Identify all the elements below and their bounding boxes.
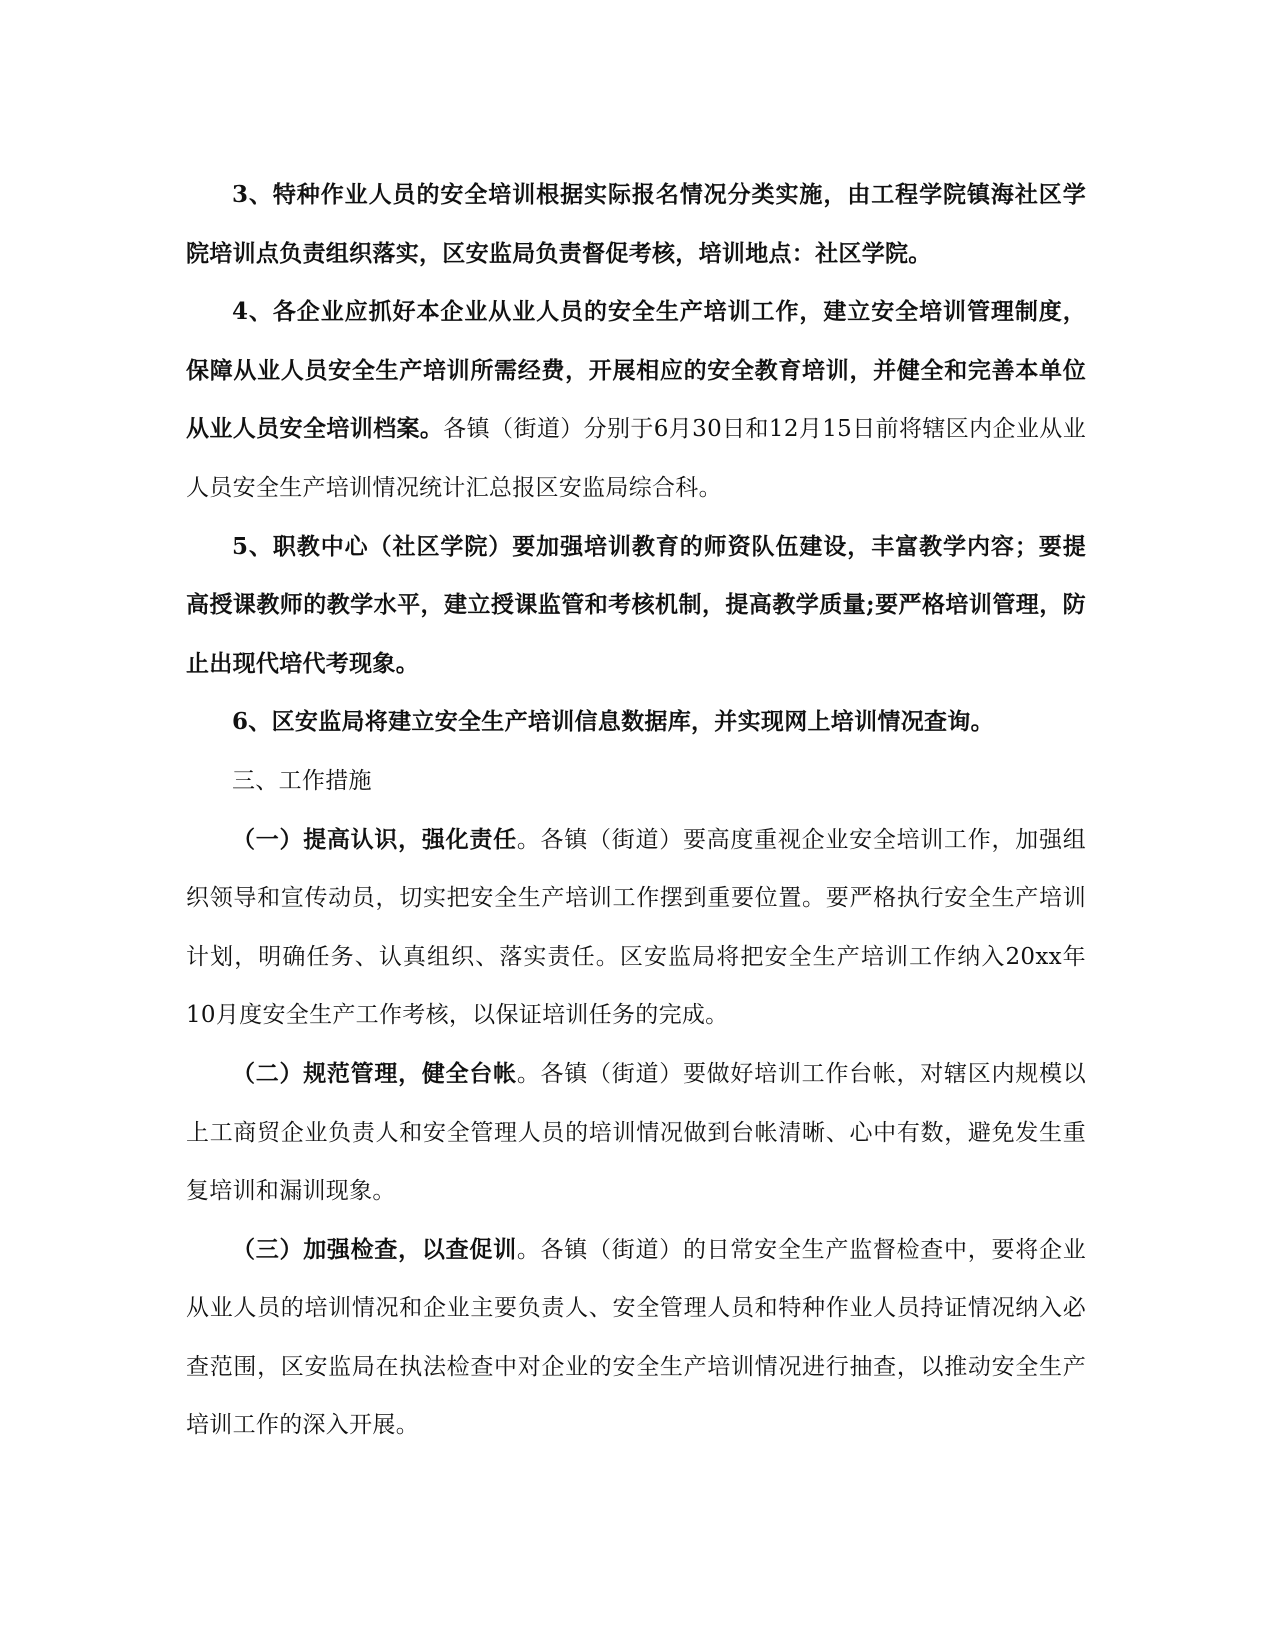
measure-3-title: （三）加强检查，以查促训	[232, 1235, 517, 1263]
item-4-bold-text: 4、各企业应抓好本企业从业人员的安全生产培训工作，建立安全培训管理制度，保障从业人员安全生产培训所需经费，开展相应的安全教育培训，并健全和完善本单位从业人员安全培训档案。	[186, 298, 1086, 443]
measure-3-paragraph	[186, 1221, 1086, 1455]
measure-2-body: 。各镇（街道）要做好培训工作台帐，对辖区内规模以上工商贸企业负责人和安全管理人员的培训情况做到台帐清晰、心中有数，避免发生重复培训和漏训现象。	[186, 1060, 1086, 1205]
item-4-paragraph	[186, 283, 1086, 517]
measure-1-paragraph	[186, 811, 1086, 1045]
measure-1-title: （一）提高认识，强化责任	[232, 825, 517, 853]
item-5-paragraph: 5、职教中心（社区学院）要加强培训教育的师资队伍建设，丰富教学内容；要提高授课教师的教学水平，建立授课监管和考核机制，提高教学质量;要严格培训管理，防止出现代培代考现象。	[186, 532, 1086, 677]
document-page	[186, 166, 1086, 1455]
measure-2-paragraph	[186, 1045, 1086, 1221]
measure-2-title: （二）规范管理，健全台帐	[232, 1059, 517, 1087]
item-3-paragraph: 3、特种作业人员的安全培训根据实际报名情况分类实施，由工程学院镇海社区学院培训点负责组织落实，区安监局负责督促考核，培训地点：社区学院。	[186, 181, 1086, 267]
section-heading-work-measures: 三、工作措施	[232, 767, 372, 794]
item-4-regular-text: 各镇（街道）分别于6月30日和12月15日前将辖区内企业从业人员安全生产培训情况统计汇总报区安监局综合科。	[186, 416, 1086, 501]
item-6-paragraph: 6、区安监局将建立安全生产培训信息数据库，并实现网上培训情况查询。	[232, 708, 994, 736]
measure-3-body: 。各镇（街道）的日常安全生产监督检查中，要将企业从业人员的培训情况和企业主要负责人、安全管理人员和特种作业人员持证情况纳入必查范围，区安监局在执法检查中对企业的安全生产培训情况进行抽查，以推动安全生产培训工作的深入开展。	[186, 1236, 1086, 1439]
measure-1-body: 。各镇（街道）要高度重视企业安全培训工作，加强组织领导和宣传动员，切实把安全生产培训工作摆到重要位置。要严格执行安全生产培训计划，明确任务、认真组织、落实责任。区安监局将把安全生产培训工作纳入20xx年10月度安全生产工作考核，以保证培训任务的完成。	[186, 826, 1086, 1029]
